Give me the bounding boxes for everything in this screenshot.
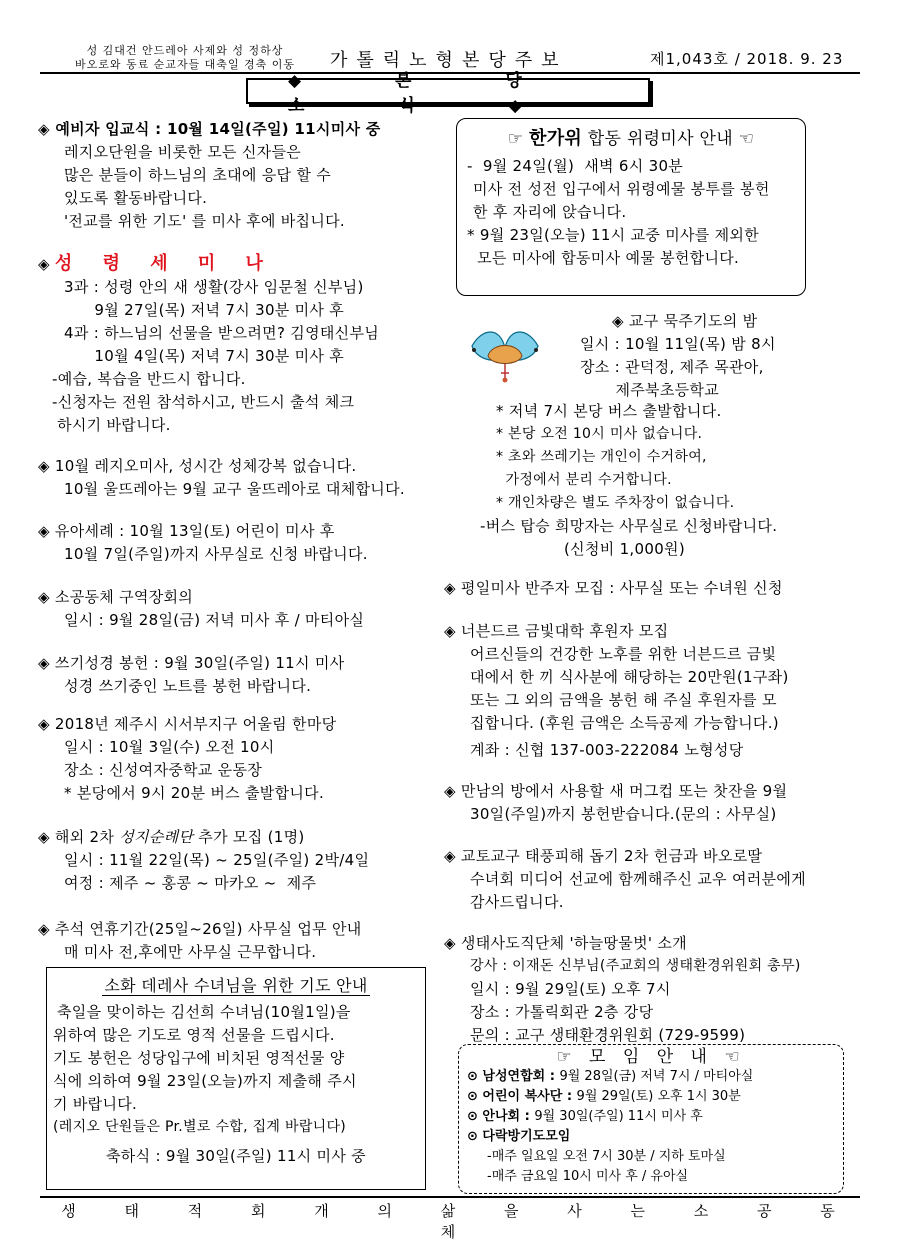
header-subtitle xyxy=(40,44,330,72)
baptism-notice xyxy=(38,520,368,566)
meeting-time: 9월 29일(토) 오후 1시 30분 xyxy=(576,1089,741,1104)
header-subtitle-line1: 성 김대건 안드레아 사제와 성 정하상 xyxy=(86,44,284,57)
text-line: 일시 : 9월 29일(토) 오후 7시 xyxy=(470,980,671,998)
text-line: * 9월 23일(오늘) 11시 교중 미사를 제외한 xyxy=(467,226,760,244)
text-line: 일시 : 10월 11일(목) 밤 8시 xyxy=(580,335,776,353)
meetings-box xyxy=(458,1044,844,1194)
text-line: 3과 : 성령 안의 새 생활(강사 임문철 신부님) xyxy=(64,278,364,296)
hangawi-title-post: 합동 위령미사 안내 ☜ xyxy=(582,129,755,149)
therese-feast: 축하식 : 9월 30일(주일) 11시 미사 중 xyxy=(106,1147,366,1165)
pilgrimage-notice xyxy=(38,826,369,895)
district-meeting xyxy=(38,586,364,632)
text-line: 위하여 많은 기도로 영적 선물을 드립시다. xyxy=(53,1026,335,1044)
meeting-name: ⊙ 어린이 복사단 : xyxy=(467,1089,577,1104)
text-line: ◈ 쓰기성경 봉헌 : 9월 30일(주일) 11시 미사 xyxy=(38,654,345,672)
catechumen-notice xyxy=(38,118,381,233)
text-line: 10월 4일(목) 저녁 7시 30분 미사 후 xyxy=(64,347,345,365)
bank-account: 계좌 : 신협 137-003-222084 노형성당 xyxy=(470,741,744,759)
text-line: 장소 : 관덕정, 제주 목관아, xyxy=(580,358,764,376)
text-line: ◈ 교토교구 태풍피해 돕기 2차 헌금과 바오로딸 xyxy=(444,847,763,865)
text-line: * 저녁 7시 본당 버스 출발합니다. xyxy=(496,402,722,420)
spirit-seminar-title: 성 령 세 미 나 xyxy=(54,253,275,274)
meeting-item xyxy=(467,1127,835,1147)
text-line: * 초와 쓰레기는 개인이 수거하여, xyxy=(496,449,707,465)
text-line: * 본당에서 9시 20분 버스 출발합니다. xyxy=(64,784,325,802)
text-line: * 본당 오전 10시 미사 없습니다. xyxy=(496,426,703,442)
neobondeuro-recruit xyxy=(444,620,789,762)
meeting-name: ⊙ 안나회 : xyxy=(467,1109,535,1124)
meeting-time: 9월 28일(금) 저녁 7시 / 마티아실 xyxy=(559,1069,754,1084)
catechumen-title: ◈ 예비자 입교식 : 10월 14일(주일) 11시미사 중 xyxy=(38,120,381,138)
meeting-time: 9월 30일(주일) 11시 미사 후 xyxy=(534,1109,703,1124)
text-line: 강사 : 이재돈 신부님(주교회의 생태환경위원회 총무) xyxy=(470,958,801,974)
rosary-notes xyxy=(480,400,777,561)
meeting-item xyxy=(467,1067,835,1087)
text-line: ◈ 평일미사 반주자 모집 : 사무실 또는 수녀원 신청 xyxy=(444,579,783,597)
text-line: 일시 : 10월 3일(수) 오전 10시 xyxy=(64,738,275,756)
pointing-right-icon: ☞ xyxy=(507,129,530,149)
text-line: ◈ 너븐드르 금빛대학 후원자 모집 xyxy=(444,622,669,640)
footer-slogan: 생 태 적 회 개 의 삶 을 사 는 소 공 동 체 xyxy=(61,1202,839,1241)
text-line: 미사 전 성전 입구에서 위령예물 봉투를 봉헌 xyxy=(473,180,770,198)
spirit-seminar xyxy=(38,252,379,437)
text-line: 10월 울뜨레아는 9월 교구 울뜨레아로 대체합니다. xyxy=(64,480,405,498)
text-line: ◈ 소공동체 구역장회의 xyxy=(38,588,194,606)
hangawi-mass-box xyxy=(456,118,806,296)
rosary-title: ◈ 교구 묵주기도의 밤 xyxy=(612,312,758,330)
meeting-sub: -매주 일요일 오전 7시 30분 / 지하 토마실 xyxy=(487,1149,726,1164)
text-line: ◈ 2018년 제주시 시서부지구 어울림 한마당 xyxy=(38,715,337,733)
text-line: - 9월 24일(월) 새벽 6시 30분 xyxy=(467,157,684,175)
text-line: 어르신들의 건강한 노후를 위한 너븐드르 금빛 xyxy=(470,645,777,663)
organist-recruit xyxy=(444,577,783,600)
rosary-night xyxy=(570,310,776,402)
text-line: 기도 봉헌은 성당입구에 비치된 영적선물 양 xyxy=(53,1049,345,1067)
chuseok-notice xyxy=(38,918,362,964)
diamond-marker-icon: ◈ xyxy=(38,255,50,273)
text-line: 매 미사 전,후에만 사무실 근무합니다. xyxy=(64,943,317,961)
text-line: ◈ 생태사도직단체 '하늘땅물벗' 소개 xyxy=(444,934,687,952)
text-line: 또는 그 외의 금액을 봉헌 해 주실 후원자를 모 xyxy=(470,691,777,709)
pilgrimage-group: 성지순례단 xyxy=(119,828,194,846)
text-line: 기 바랍니다. xyxy=(53,1095,138,1113)
issue-number: 제1,043호 / 2018. 9. 23 xyxy=(650,50,844,68)
typhoon-thanks xyxy=(444,845,806,914)
text-line: ◈ 만남의 방에서 사용할 새 머그컵 또는 찻잔을 9월 xyxy=(444,782,788,800)
header-subtitle-line2: 바오로와 동료 순교자들 대축일 경축 이동 xyxy=(74,58,296,71)
bulletin-title: 가톨릭노형본당주보 xyxy=(330,50,568,71)
meeting-item xyxy=(467,1107,835,1127)
text-span: ◈ 해외 2차 xyxy=(38,828,120,846)
mug-donation xyxy=(444,780,787,826)
therese-title: 소화 데레사 수녀님을 위한 기도 안내 xyxy=(104,976,368,995)
text-line: (레지오 단원들은 Pr.별로 수합, 집계 바랍니다) xyxy=(53,1119,347,1135)
meeting-name: ⊙ 다락방기도모임 xyxy=(467,1129,571,1144)
text-line: 레지오단원을 비롯한 모든 신자들은 xyxy=(64,143,302,161)
text-line: 10월 7일(주일)까지 사무실로 신청 바랍니다. xyxy=(64,545,368,563)
text-line: * 개인차량은 별도 주차장이 없습니다. xyxy=(496,495,735,511)
text-line: 감사드립니다. xyxy=(470,893,564,911)
text-line: '전교를 위한 기도' 를 미사 후에 바칩니다. xyxy=(64,212,345,230)
text-line: 30일(주일)까지 봉헌받습니다.(문의 : 사무실) xyxy=(470,805,777,823)
text-line: 있도록 활동바랍니다. xyxy=(64,189,208,207)
text-line: -신청자는 전원 참석하시고, 반드시 출석 체크 xyxy=(52,393,355,411)
hangawi-title: 한가위 xyxy=(529,128,583,149)
text-line: 장소 : 신성여자중학교 운동장 xyxy=(64,761,263,779)
text-line: 제주북초등학교 xyxy=(580,381,720,399)
text-line: 많은 분들이 하느님의 초대에 응답 할 수 xyxy=(64,166,332,184)
text-line: -예습, 복습을 반드시 합니다. xyxy=(52,370,246,388)
text-line: 집합니다. (후원 금액은 소득공제 가능합니다.) xyxy=(470,714,779,732)
bible-writing xyxy=(38,652,344,698)
text-line: 9월 27일(목) 저녁 7시 30분 미사 후 xyxy=(64,301,345,319)
text-line: -버스 탑승 희망자는 사무실로 신청바랍니다. xyxy=(480,517,778,535)
text-line: 하시기 바랍니다. xyxy=(52,416,171,434)
section-banner: ◆ 본 당 소 식 ◆ xyxy=(246,78,650,104)
text-line: 4과 : 하느님의 선물을 받으려면? 김영태신부님 xyxy=(64,324,380,342)
text-line: 모든 미사에 합동미사 예물 봉헌합니다. xyxy=(467,249,740,267)
meeting-name: ⊙ 남성연합회 : xyxy=(467,1069,560,1084)
text-line: (신청비 1,000원) xyxy=(564,540,685,558)
text-line: 한 후 자리에 앉습니다. xyxy=(473,203,627,221)
text-line: 축일을 맞이하는 김선희 수녀님(10월1일)을 xyxy=(57,1003,351,1021)
praying-hands-rosary-icon xyxy=(462,318,548,388)
meetings-title: ☞ 모 임 안 내 ☜ xyxy=(556,1047,746,1067)
meeting-sub: -매주 금요일 10시 미사 후 / 유아실 xyxy=(487,1169,689,1184)
text-line: 대에서 한 끼 식사분에 해당하는 20만원(1구좌) xyxy=(470,668,789,686)
text-line: ◈ 유아세례 : 10월 13일(토) 어린이 미사 후 xyxy=(38,522,335,540)
text-line: 일시 : 11월 22일(목) ~ 25일(주일) 2박/4일 xyxy=(64,851,370,869)
therese-prayer-box xyxy=(46,967,426,1190)
text-span: 추가 모집 (1명) xyxy=(193,828,305,846)
text-line: 성경 쓰기중인 노트를 봉헌 바랍니다. xyxy=(64,677,312,695)
text-line: 수녀회 미디어 선교에 함께해주신 교우 여러분에게 xyxy=(470,870,806,888)
footer-rule xyxy=(40,1196,860,1198)
text-line: 가정에서 분리 수거합니다. xyxy=(496,472,672,488)
eco-group xyxy=(444,932,801,1047)
text-line: 문의 : 교구 생태환경위원회 (729-9599) xyxy=(470,1026,746,1044)
legio-notice xyxy=(38,455,405,501)
text-line: 일시 : 9월 28일(금) 저녁 미사 후 / 마티아실 xyxy=(64,611,365,629)
text-line: 식에 의하여 9월 23일(오늘)까지 제출해 주시 xyxy=(53,1072,357,1090)
text-line: 여정 : 제주 ~ 홍콩 ~ 마카오 ~ 제주 xyxy=(64,874,317,892)
text-line: ◈ 추석 연휴기간(25일~26일) 사무실 업무 안내 xyxy=(38,920,362,938)
text-line: 장소 : 가톨릭회관 2층 강당 xyxy=(470,1003,654,1021)
text-line: ◈ 10월 레지오미사, 성시간 성체강복 없습니다. xyxy=(38,457,357,475)
meeting-item xyxy=(467,1087,835,1107)
festival-notice xyxy=(38,713,336,805)
